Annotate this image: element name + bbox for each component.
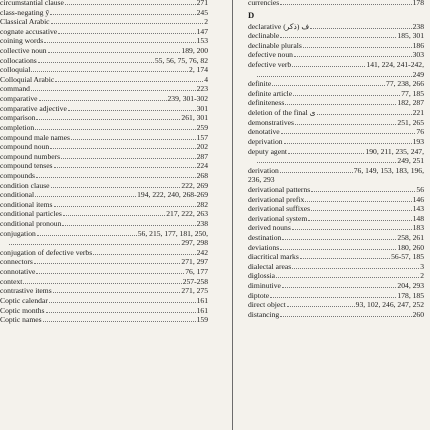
leader-dots <box>65 0 196 5</box>
leader-dots <box>51 182 181 188</box>
leader-dots <box>292 61 365 67</box>
index-entry <box>0 17 208 27</box>
index-entry <box>248 0 424 8</box>
index-pages: 2 <box>420 271 424 281</box>
index-term: class-negating ỹ <box>0 7 50 17</box>
index-entry <box>248 137 424 147</box>
index-pages: 239, 301-302 <box>167 94 208 104</box>
leader-dots <box>282 234 396 240</box>
index-entry <box>0 56 208 66</box>
index-pages: 257-258 <box>182 276 208 286</box>
leader-dots <box>280 244 396 250</box>
leader-dots <box>31 85 196 91</box>
index-pages: 194, 222, 240, 268-269 <box>137 190 208 200</box>
index-pages: 271 <box>196 0 208 7</box>
index-term: deputy agent <box>248 146 288 156</box>
index-term: collective noun <box>0 46 47 56</box>
index-entry <box>248 127 424 137</box>
index-term: contrastive items <box>0 286 52 296</box>
leader-dots <box>31 66 188 72</box>
index-pages: 261, 301 <box>181 113 208 123</box>
index-entry <box>248 223 424 233</box>
index-pages: 178 <box>412 0 424 7</box>
index-term: conditional items <box>0 199 53 209</box>
index-entry <box>248 50 424 60</box>
index-entry <box>0 248 208 258</box>
leader-dots <box>285 99 396 105</box>
index-entry <box>248 252 424 262</box>
leader-dots <box>54 162 196 168</box>
index-pages: 76, 177 <box>185 267 208 277</box>
index-term: derivational patterns <box>248 184 311 194</box>
index-entry <box>0 277 208 287</box>
index-entry <box>248 185 424 195</box>
index-term: compound noun <box>0 142 50 152</box>
index-term: derivational prefix <box>248 194 305 204</box>
index-pages: 76, 149, 153, 183, 196, <box>353 165 424 175</box>
leader-dots <box>68 105 196 111</box>
index-pages: 55, 56, 75, 76, 82 <box>154 55 208 65</box>
index-pages: 146 <box>412 194 424 204</box>
index-term: command <box>0 84 30 94</box>
index-entry <box>248 300 424 310</box>
index-pages: 282 <box>196 199 208 209</box>
index-pages: 297, 298 <box>181 238 208 248</box>
leader-dots <box>36 172 196 178</box>
leader-dots <box>38 57 154 63</box>
index-pages: 4 <box>204 74 208 84</box>
index-term: conjugation <box>0 228 36 238</box>
leader-dots <box>54 201 196 207</box>
index-term: circumstantial clause <box>0 0 64 7</box>
leader-dots <box>58 28 195 34</box>
index-pages: 159 <box>196 315 208 325</box>
index-pages: 56, 215, 177, 181, 250, <box>137 228 208 238</box>
index-term: derivational system <box>248 213 308 223</box>
index-pages: 259 <box>196 122 208 132</box>
index-term: currencies <box>248 0 280 7</box>
index-pages: 161 <box>196 295 208 305</box>
index-term: dialectal areas <box>248 261 292 271</box>
index-pages: 153 <box>196 36 208 46</box>
column-divider <box>232 0 233 430</box>
index-pages: 56-57, 185 <box>391 252 424 262</box>
index-entry <box>0 267 208 277</box>
index-entry <box>248 147 424 157</box>
index-term: conditional pronoun <box>0 219 62 229</box>
index-term: Classical Arabic <box>0 17 50 27</box>
index-term: defective noun <box>248 50 293 60</box>
index-pages: 185, 301 <box>397 31 424 41</box>
leader-dots <box>36 114 180 120</box>
index-term: comparison <box>0 113 36 123</box>
index-entry <box>248 243 424 253</box>
leader-dots <box>303 42 412 48</box>
index-pages: 217, 222, 263 <box>166 209 208 219</box>
index-term: distancing <box>248 309 280 319</box>
index-entry <box>0 181 208 191</box>
index-term: compound tenses <box>0 161 53 171</box>
index-entry <box>0 296 208 306</box>
index-term: diglossia <box>248 271 276 281</box>
index-term: connotative <box>0 267 36 277</box>
index-entry <box>0 152 208 162</box>
index-pages: 93, 102, 246, 247, 252 <box>355 300 424 310</box>
leader-dots <box>23 278 181 284</box>
leader-dots <box>292 263 419 269</box>
index-entry <box>0 209 208 219</box>
index-entry <box>248 60 424 70</box>
index-term: diptote <box>248 290 270 300</box>
index-column-right <box>248 0 424 320</box>
index-entry <box>248 271 424 281</box>
index-entry <box>0 8 208 18</box>
index-pages: 2, 174 <box>189 65 208 75</box>
index-term: deprivation <box>248 136 283 146</box>
index-entry <box>0 200 208 210</box>
index-entry <box>0 36 208 46</box>
index-pages: 77, 238, 266 <box>386 79 424 89</box>
index-pages: 204, 293 <box>397 281 424 291</box>
index-pages: 271, 297 <box>181 257 208 267</box>
index-term: destination <box>248 233 282 243</box>
leader-dots <box>294 51 412 57</box>
index-pages: 303 <box>412 50 424 60</box>
index-term: deviations <box>248 242 280 252</box>
index-pages: 222, 269 <box>181 180 208 190</box>
leader-dots <box>282 282 397 288</box>
index-term: conjugation of defective verbs <box>0 247 93 257</box>
index-entry <box>248 166 424 176</box>
index-entry <box>0 229 208 239</box>
index-term: colloquial <box>0 65 31 75</box>
index-pages: 141, 224, 241-242, <box>366 60 424 70</box>
index-pages: 249, 251 <box>397 156 424 166</box>
index-term: Coptic months <box>0 305 45 315</box>
index-entry <box>248 79 424 89</box>
index-entry <box>248 291 424 301</box>
index-entry <box>248 41 424 51</box>
index-term: derivation <box>248 165 279 175</box>
leader-dots <box>71 134 196 140</box>
index-entry <box>248 22 424 32</box>
leader-dots <box>284 138 412 144</box>
leader-dots <box>36 268 184 274</box>
index-term: coining words <box>0 36 44 46</box>
leader-dots <box>53 287 181 293</box>
index-entry <box>0 46 208 56</box>
leader-dots <box>35 191 136 197</box>
index-entry <box>0 190 208 200</box>
leader-dots <box>37 230 137 236</box>
index-pages: 202 <box>196 142 208 152</box>
index-pages: 148 <box>412 213 424 223</box>
index-term: collocations <box>0 55 37 65</box>
index-entry <box>0 286 208 296</box>
index-entry-continued <box>248 70 424 80</box>
index-term: definite article <box>248 88 293 98</box>
leader-dots <box>280 167 353 173</box>
index-entry <box>248 262 424 272</box>
index-pages: 271, 275 <box>181 286 208 296</box>
index-term: cognate accusative <box>0 26 58 36</box>
index-term: Colloquial Arabic <box>0 74 55 84</box>
index-entry-continued <box>248 175 424 185</box>
index-term: connectors <box>0 257 33 267</box>
index-pages: 2 <box>204 17 208 27</box>
leader-dots <box>61 153 196 159</box>
index-pages: 287 <box>196 151 208 161</box>
index-term: derived nouns <box>248 223 291 233</box>
index-entry <box>0 142 208 152</box>
index-term: conditional <box>0 190 35 200</box>
index-term: definiteness <box>248 98 285 108</box>
leader-dots <box>280 311 411 317</box>
index-entry <box>248 108 424 118</box>
index-pages: 251, 265 <box>397 117 424 127</box>
leader-dots <box>257 157 396 163</box>
leader-dots <box>62 220 195 226</box>
index-entry <box>248 118 424 128</box>
leader-dots <box>49 297 196 303</box>
index-pages: 193 <box>412 136 424 146</box>
leader-dots <box>43 316 196 322</box>
index-pages: 77, 185 <box>401 88 424 98</box>
index-pages: 189, 200 <box>181 46 208 56</box>
leader-dots <box>257 71 412 77</box>
index-pages: 3 <box>420 261 424 271</box>
index-entry <box>0 123 208 133</box>
leader-dots <box>305 196 411 202</box>
index-pages: 178, 185 <box>397 290 424 300</box>
index-term: completion <box>0 122 35 132</box>
index-entry <box>248 31 424 41</box>
index-entry <box>0 171 208 181</box>
index-entry <box>248 214 424 224</box>
index-entry <box>248 204 424 214</box>
index-entry <box>0 65 208 75</box>
leader-dots <box>46 307 196 313</box>
leader-dots <box>48 47 181 53</box>
index-entry <box>248 89 424 99</box>
index-entry <box>0 257 208 267</box>
index-term: compound numbers <box>0 151 61 161</box>
index-column-left <box>0 0 208 325</box>
leader-dots <box>35 124 195 130</box>
index-term: comparative <box>0 94 38 104</box>
leader-dots <box>34 258 181 264</box>
index-term: demonstratives <box>248 117 294 127</box>
index-pages: 301 <box>196 103 208 113</box>
index-pages: 224 <box>196 161 208 171</box>
index-pages: 223 <box>196 84 208 94</box>
index-pages: 258, 261 <box>397 233 424 243</box>
index-term: context <box>0 276 23 286</box>
index-term: Coptic names <box>0 315 42 325</box>
leader-dots <box>270 292 396 298</box>
index-term: compound male names <box>0 132 71 142</box>
leader-dots <box>293 90 400 96</box>
index-term: declarative (ذكر) ف <box>248 21 310 31</box>
leader-dots <box>317 109 412 115</box>
index-pages: 190, 211, 235, 247, <box>365 146 424 156</box>
index-entry <box>0 104 208 114</box>
index-entry <box>0 94 208 104</box>
index-pages: 221 <box>412 108 424 118</box>
index-pages: 76 <box>416 127 424 137</box>
index-term: diminutive <box>248 281 281 291</box>
index-entry <box>0 84 208 94</box>
leader-dots <box>311 186 415 192</box>
index-term: direct object <box>248 300 286 310</box>
index-term: conditional particles <box>0 209 62 219</box>
index-pages: 182, 287 <box>397 98 424 108</box>
index-pages: 260 <box>412 309 424 319</box>
index-entry <box>0 0 208 8</box>
index-entry <box>0 315 208 325</box>
index-entry <box>248 98 424 108</box>
index-term: definite <box>248 79 272 89</box>
index-entry <box>248 281 424 291</box>
index-entry-continued <box>0 238 208 248</box>
leader-dots <box>308 215 411 221</box>
leader-dots <box>280 32 396 38</box>
index-term: denotative <box>248 127 280 137</box>
leader-dots <box>295 119 396 125</box>
index-term: declinable <box>248 31 280 41</box>
leader-dots <box>280 0 411 5</box>
leader-dots <box>50 143 195 149</box>
index-pages: 238 <box>196 219 208 229</box>
leader-dots <box>63 210 165 216</box>
index-pages: 183 <box>412 223 424 233</box>
leader-dots <box>51 18 204 24</box>
index-entry <box>0 27 208 37</box>
index-entry <box>248 233 424 243</box>
leader-dots <box>39 95 167 101</box>
index-pages: 157 <box>196 132 208 142</box>
leader-dots <box>288 148 364 154</box>
index-pages: 268 <box>196 170 208 180</box>
index-pages: 186 <box>412 40 424 50</box>
index-entry <box>0 161 208 171</box>
index-term: derivational suffixes <box>248 204 311 214</box>
index-entry <box>0 113 208 123</box>
leader-dots <box>9 239 180 245</box>
index-pages: 236, 293 <box>248 175 275 185</box>
index-term: condition clause <box>0 180 50 190</box>
leader-dots <box>276 272 419 278</box>
index-entry-continued <box>248 156 424 166</box>
index-term: Coptic calendar <box>0 295 48 305</box>
index-entry <box>0 219 208 229</box>
index-pages: 180, 260 <box>397 242 424 252</box>
leader-dots <box>281 128 416 134</box>
index-pages: 147 <box>196 26 208 36</box>
leader-dots <box>272 80 385 86</box>
leader-dots <box>44 37 195 43</box>
index-term: declinable plurals <box>248 40 302 50</box>
index-term: diacritical marks <box>248 252 299 262</box>
index-pages: 56 <box>416 184 424 194</box>
index-entry <box>248 195 424 205</box>
index-term: compounds <box>0 170 36 180</box>
index-pages: 242 <box>196 247 208 257</box>
index-pages: 245 <box>196 7 208 17</box>
leader-dots <box>93 249 195 255</box>
index-entry <box>0 133 208 143</box>
index-term: defective verb <box>248 60 292 70</box>
index-pages: 249 <box>412 69 424 79</box>
index-pages: 238 <box>412 21 424 31</box>
index-entry <box>248 310 424 320</box>
index-pages: 143 <box>412 204 424 214</box>
leader-dots <box>311 205 412 211</box>
index-term: deletion of the final ى <box>248 108 316 118</box>
leader-dots <box>55 76 203 82</box>
leader-dots <box>287 301 355 307</box>
index-term: comparative adjective <box>0 103 67 113</box>
index-pages: 161 <box>196 305 208 315</box>
leader-dots <box>292 224 412 230</box>
index-entry <box>0 306 208 316</box>
leader-dots <box>50 9 195 15</box>
index-entry <box>0 75 208 85</box>
section-letter: D <box>248 9 255 20</box>
leader-dots <box>310 23 411 29</box>
leader-dots <box>300 253 390 259</box>
